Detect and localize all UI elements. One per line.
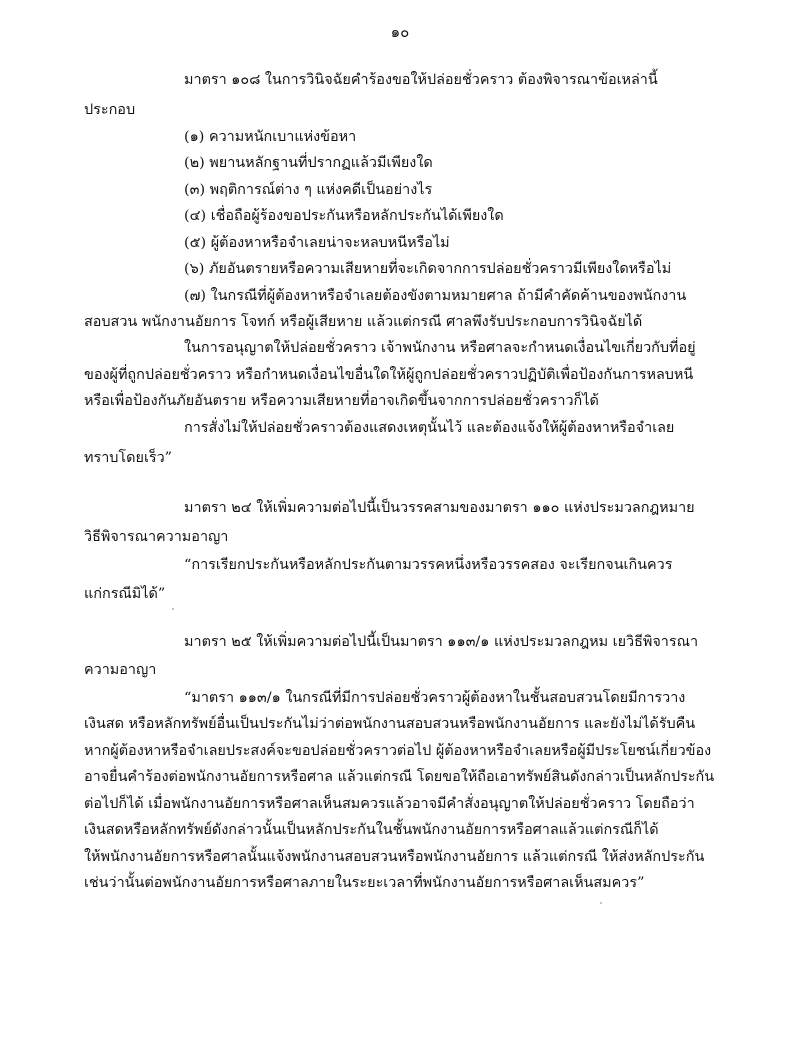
scan-speck (600, 902, 602, 904)
section-108-heading: มาตรา ๑๐๘ ในการวินิจฉัยคำร้องขอให้ปล่อยชั่วคราว ต้องพิจารณาข้อเหล่านี้ (184, 72, 658, 88)
section-25-quote-line-4: อาจยื่นคำร้องต่อพนักงานอัยการหรือศาล แล้วแต่กรณี โดยขอให้ถือเอาทรัพย์สินดังกล่าวเป็นหลักประกัน (84, 769, 715, 785)
section-24-heading: มาตรา ๒๔ ให้เพิ่มความต่อไปนี้เป็นวรรคสามของมาตรา ๑๑๐ แห่งประมวลกฎหมาย (184, 500, 695, 516)
section-108-item-6: (๖) ภัยอันตรายหรือความเสียหายที่จะเกิดจากการปล่อยชั่วคราวมีเพียงใดหรือไม่ (184, 261, 672, 277)
section-25-quote-line-8: เช่นว่านั้นต่อพนักงานอัยการหรือศาลภายในระยะเวลาที่พนักงานอัยการหรือศาลเห็นสมควร” (84, 875, 645, 891)
section-24-quote-line-1: “การเรียกประกันหรือหลักประกันตามวรรคหนึ่งหรือวรรคสอง จะเรียกจนเกินควร (184, 557, 673, 573)
section-25-heading-continuation: ความอาญา (84, 662, 157, 678)
section-25-quote-line-7: ให้พนักงานอัยการหรือศาลนั้นแจ้งพนักงานสอบสวนหรือพนักงานอัยการ แล้วแต่กรณี ให้ส่งหลักประกัน (84, 849, 705, 865)
section-108-item-5: (๕) ผู้ต้องหาหรือจำเลยน่าจะหลบหนีหรือไม่ (184, 235, 450, 251)
section-25-quote-line-3: หากผู้ต้องหาหรือจำเลยประสงค์จะขอปล่อยชั่วคราวต่อไป ผู้ต้องหาหรือจำเลยหรือผู้มีประโยชน์เกี่ยวข้อง (84, 743, 712, 759)
section-25-heading: มาตรา ๒๕ ให้เพิ่มความต่อไปนี้เป็นมาตรา ๑๑๓/๑ แห่งประมวลกฎหม เยวิธีพิจารณา (184, 634, 699, 650)
section-108-paragraph-3-line-1: การสั่งไม่ให้ปล่อยชั่วคราวต้องแสดงเหตุนั้นไว้ และต้องแจ้งให้ผู้ต้องหาหรือจำเลย (184, 420, 675, 436)
section-108-paragraph-2-line-1: ในการอนุญาตให้ปล่อยชั่วคราว เจ้าพนักงาน หรือศาลจะกำหนดเงื่อนไขเกี่ยวกับที่อยู่ (184, 340, 696, 356)
section-108-paragraph-3-line-2: ทราบโดยเร็ว” (84, 450, 173, 466)
section-108-heading-continuation: ประกอบ (84, 102, 136, 118)
section-108-item-2: (๒) พยานหลักฐานที่ปรากฏแล้วมีเพียงใด (184, 155, 433, 171)
section-25-quote-line-1: “มาตรา ๑๑๓/๑ ในกรณีที่มีการปล่อยชั่วคราวผู้ต้องหาในชั้นสอบสวนโดยมีการวาง (184, 690, 686, 706)
section-108-item-3: (๓) พฤติการณ์ต่าง ๆ แห่งคดีเป็นอย่างไร (184, 182, 433, 198)
section-25-quote-line-6: เงินสดหรือหลักทรัพย์ดังกล่าวนั้นเป็นหลักประกันในชั้นพนักงานอัยการหรือศาลแล้วแต่กรณีก็ได้ (84, 822, 659, 838)
section-24-heading-continuation: วิธีพิจารณาความอาญา (84, 529, 229, 545)
section-108-paragraph-2-line-2: ของผู้ที่ถูกปล่อยชั่วคราว หรือกำหนดเงื่อนไขอื่นใดให้ผู้ถูกปล่อยชั่วคราวปฏิบัติเพื่อป้องกันการหลบหนี (84, 367, 694, 383)
scan-speck (172, 608, 174, 610)
section-25-quote-line-2: เงินสด หรือหลักทรัพย์อื่นเป็นประกันไม่ว่าต่อพนักงานสอบสวนหรือพนักงานอัยการ และยังไม่ได้รับคืน (84, 716, 696, 732)
section-108-item-4: (๔) เชื่อถือผู้ร้องขอประกันหรือหลักประกันได้เพียงใด (184, 208, 504, 224)
section-108-paragraph-2-line-3: หรือเพื่อป้องกันภัยอันตราย หรือความเสียหายที่อาจเกิดขึ้นจากการปล่อยชั่วคราวก็ได้ (84, 393, 599, 409)
section-108-item-7-continuation: สอบสวน พนักงานอัยการ โจทก์ หรือผู้เสียหาย แล้วแต่กรณี ศาลพึงรับประกอบการวินิจฉัยได้ (84, 314, 643, 330)
section-24-quote-line-2: แก่กรณีมิได้” (84, 586, 166, 602)
section-25-quote-line-5: ต่อไปก็ได้ เมื่อพนักงานอัยการหรือศาลเห็นสมควรแล้วอาจมีคำสั่งอนุญาตให้ปล่อยชั่วคราว โดยถือว่า (84, 796, 695, 812)
section-108-item-1: (๑) ความหนักเบาแห่งข้อหา (184, 129, 357, 145)
section-108-item-7: (๗) ในกรณีที่ผู้ต้องหาหรือจำเลยต้องขังตามหมายศาล ถ้ามีคำคัดค้านของพนักงาน (184, 288, 687, 304)
page-number: ๑๐ (390, 23, 410, 41)
